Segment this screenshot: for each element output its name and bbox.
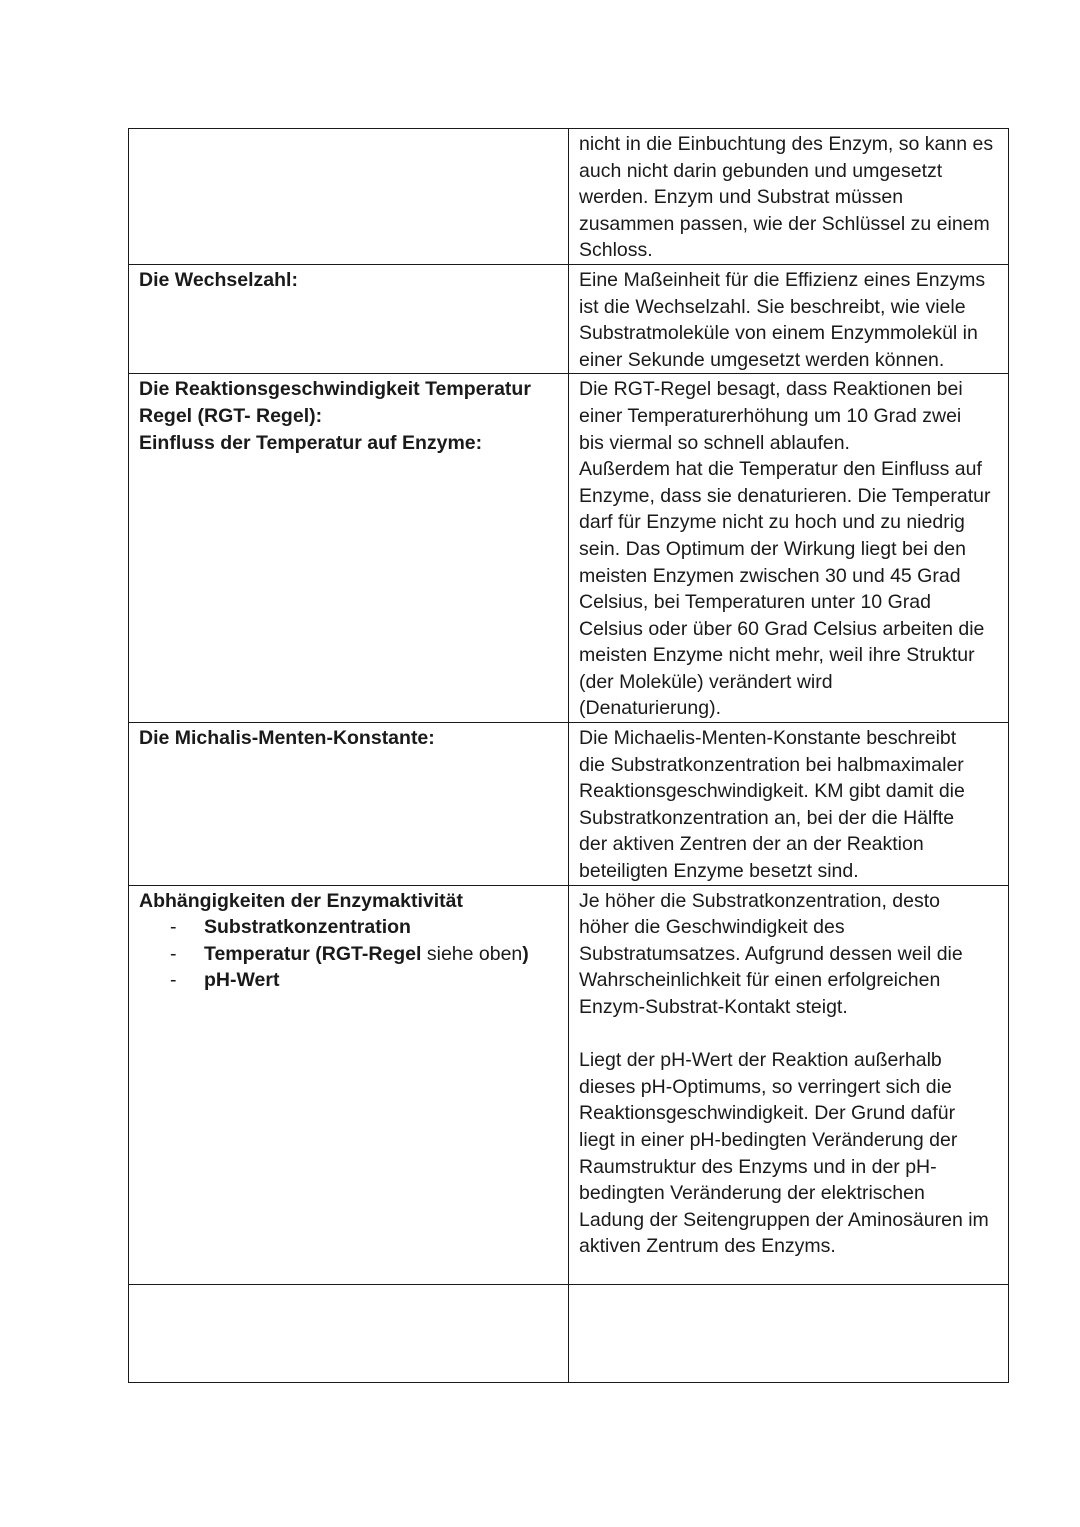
text-line: meisten Enzymen zwischen 30 und 45 Grad xyxy=(579,564,961,587)
table-row xyxy=(129,129,1009,265)
term-heading: Regel (RGT- Regel): xyxy=(139,404,323,427)
text-line: Außerdem hat die Temperatur den Einfluss auf xyxy=(579,458,982,481)
table-row xyxy=(129,723,1009,886)
text-line: Substratmoleküle von einem Enzymmolekül in xyxy=(579,322,978,345)
dash-bullet: - xyxy=(170,969,177,992)
explanation-cell xyxy=(569,129,1009,265)
explanation-cell xyxy=(569,723,1009,886)
explanation-cell xyxy=(569,1284,1009,1382)
term-heading: Abhängigkeiten der Enzymaktivität xyxy=(139,889,463,912)
term-cell xyxy=(129,374,569,723)
dash-bullet: - xyxy=(170,916,177,939)
text-line: aktiven Zentrum des Enzyms. xyxy=(579,1235,836,1258)
text-line: nicht in die Einbuchtung des Enzym, so kann es xyxy=(579,133,994,155)
text-line: beteiligten Enzyme besetzt sind. xyxy=(579,860,859,883)
term-heading: Die Wechselzahl: xyxy=(139,268,298,291)
table-row xyxy=(129,264,1009,373)
text-line: meisten Enzyme nicht mehr, weil ihre Struktur xyxy=(579,644,975,667)
text-line: Celsius, bei Temperaturen unter 10 Grad xyxy=(579,591,931,614)
text-line: Substratkonzentration an, bei der die Hälfte xyxy=(579,806,955,829)
text-line: die Substratkonzentration bei halbmaximaler xyxy=(579,753,964,776)
explanation-cell xyxy=(569,374,1009,723)
text-line: der aktiven Zentren der an der Reaktion xyxy=(579,833,924,856)
text-line: liegt in einer pH-bedingten Veränderung der xyxy=(579,1128,958,1151)
text-line: Raumstruktur des Enzyms und in der pH- xyxy=(579,1155,937,1178)
text-line: Celsius oder über 60 Grad Celsius arbeiten die xyxy=(579,617,985,640)
list-item xyxy=(139,914,558,941)
text-line: Die RGT-Regel besagt, dass Reaktionen bei xyxy=(579,378,963,401)
text-line: Schloss. xyxy=(579,239,653,262)
text-line: Die Michaelis-Menten-Konstante beschreibt xyxy=(579,727,957,750)
text-line: Liegt der pH-Wert der Reaktion außerhalb xyxy=(579,1049,942,1072)
term-cell xyxy=(129,723,569,886)
text-line: Wahrscheinlichkeit für einen erfolgreichen xyxy=(579,969,941,992)
text-line: (der Moleküle) verändert wird xyxy=(579,670,833,693)
table-row xyxy=(129,374,1009,723)
term-heading: Die Michalis-Menten-Konstante: xyxy=(139,727,435,750)
dash-bullet: - xyxy=(170,942,177,965)
list-item xyxy=(139,941,558,968)
text-line: bedingten Veränderung der elektrischen xyxy=(579,1182,925,1205)
list-item-label: Substratkonzentration xyxy=(204,916,411,939)
list-item-close: ) xyxy=(522,942,529,965)
text-line: Enzym-Substrat-Kontakt steigt. xyxy=(579,996,848,1018)
list-item-label: pH-Wert xyxy=(204,969,280,992)
text-line: bis viermal so schnell ablaufen. xyxy=(579,431,850,454)
text-line: sein. Das Optimum der Wirkung liegt bei den xyxy=(579,537,966,560)
text-line: dieses pH-Optimums, so verringert sich die xyxy=(579,1075,952,1098)
list-item-note: siehe oben xyxy=(421,942,523,965)
term-heading: Die Reaktionsgeschwindigkeit Temperatur xyxy=(139,378,531,401)
dependency-list xyxy=(139,914,558,994)
text-line: werden. Enzym und Substrat müssen xyxy=(579,186,904,209)
table-row xyxy=(129,1284,1009,1382)
text-line: Eine Maßeinheit für die Effizienz eines Enzyms xyxy=(579,268,986,291)
text-line: Reaktionsgeschwindigkeit. Der Grund dafür xyxy=(579,1102,956,1125)
list-item-label: Temperatur (RGT-Regel xyxy=(204,942,422,965)
text-line: Je höher die Substratkonzentration, desto xyxy=(579,889,940,912)
explanation-cell xyxy=(569,264,1009,373)
text-line: (Denaturierung). xyxy=(579,697,721,720)
text-line: Reaktionsgeschwindigkeit. KM gibt damit die xyxy=(579,780,965,803)
term-cell xyxy=(129,1284,569,1382)
table-row xyxy=(129,885,1009,1284)
text-line: darf für Enzyme nicht zu hoch und zu niedrig xyxy=(579,511,965,534)
term-heading: Einfluss der Temperatur auf Enzyme: xyxy=(139,431,483,454)
text-line: zusammen passen, wie der Schlüssel zu einem xyxy=(579,212,990,235)
term-cell xyxy=(129,264,569,373)
text-line: Substratumsatzes. Aufgrund dessen weil die xyxy=(579,942,963,965)
text-line: einer Sekunde umgesetzt werden können. xyxy=(579,348,945,371)
text-line: ist die Wechselzahl. Sie beschreibt, wie viele xyxy=(579,295,966,318)
text-line: Enzyme, dass sie denaturieren. Die Temperatur xyxy=(579,484,991,507)
text-line: Ladung der Seitengruppen der Aminosäuren im xyxy=(579,1208,989,1231)
list-item xyxy=(139,967,558,994)
text-line: einer Temperaturerhöhung um 10 Grad zwei xyxy=(579,404,962,427)
text-line: höher die Geschwindigkeit des xyxy=(579,916,845,939)
term-cell xyxy=(129,885,569,1284)
text-line: auch nicht darin gebunden und umgesetzt xyxy=(579,159,943,182)
explanation-cell xyxy=(569,885,1009,1284)
paragraph-spacer xyxy=(579,1021,998,1048)
term-cell xyxy=(129,129,569,265)
notes-table xyxy=(128,128,1009,1383)
